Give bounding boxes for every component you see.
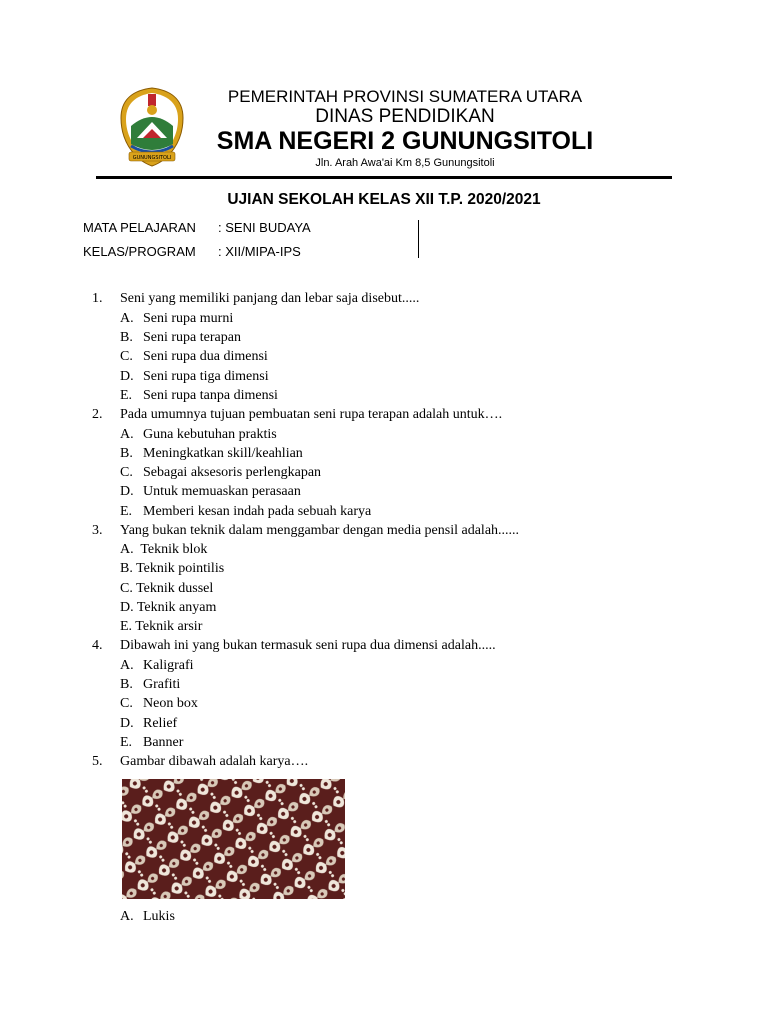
info-divider: [418, 220, 419, 258]
option-text: Seni rupa tiga dimensi: [143, 369, 269, 384]
question-text: Pada umumnya tujuan pembuatan seni rupa terapan adalah untuk….: [120, 407, 503, 422]
option-text: Memberi kesan indah pada sebuah karya: [143, 504, 372, 519]
question-number: 1.: [92, 291, 103, 306]
question-number: 2.: [92, 407, 103, 422]
info-value: : SENI BUDAYA: [218, 220, 311, 235]
option-text: Banner: [143, 735, 184, 750]
option-text: C. Teknik dussel: [120, 581, 214, 596]
option-letter: B.: [120, 446, 133, 461]
batik-image: [122, 779, 345, 899]
option-text: Seni rupa tanpa dimensi: [143, 388, 278, 403]
option-text: Lukis: [143, 909, 175, 924]
option-text: Meningkatkan skill/keahlian: [143, 446, 303, 461]
option-letter: B.: [120, 330, 133, 345]
option-letter: C.: [120, 465, 133, 480]
option-text: A. Teknik blok: [120, 542, 208, 557]
question-text: Yang bukan teknik dalam menggambar dengan media pensil adalah......: [120, 523, 520, 538]
option-letter: C.: [120, 349, 133, 364]
option-letter: E.: [120, 388, 133, 403]
option-text: Guna kebutuhan praktis: [143, 427, 277, 442]
option-letter: A.: [120, 427, 134, 442]
school-emblem-logo: [117, 86, 187, 168]
exam-title: UJIAN SEKOLAH KELAS XII T.P. 2020/2021: [227, 191, 541, 208]
question-number: 4.: [92, 638, 103, 653]
option-letter: D.: [120, 484, 134, 499]
svg-text:GUNUNGSITOLI: GUNUNGSITOLI: [132, 155, 172, 161]
option-letter: A.: [120, 909, 134, 924]
department-name: DINAS PENDIDIKAN: [315, 106, 495, 127]
option-text: E. Teknik arsir: [120, 619, 203, 634]
option-text: B. Teknik pointilis: [120, 561, 225, 576]
government-name: PEMERINTAH PROVINSI SUMATERA UTARA: [227, 87, 583, 106]
option-text: Untuk memuaskan perasaan: [143, 484, 301, 499]
info-label: MATA PELAJARAN: [83, 220, 196, 235]
option-letter: E.: [120, 504, 133, 519]
question-text: Dibawah ini yang bukan termasuk seni rupa dua dimensi adalah.....: [120, 638, 496, 653]
info-value: : XII/MIPA-IPS: [218, 244, 301, 259]
option-letter: E.: [120, 735, 133, 750]
option-text: Seni rupa terapan: [143, 330, 241, 345]
option-letter: B.: [120, 677, 133, 692]
option-letter: D.: [120, 369, 134, 384]
option-text: D. Teknik anyam: [120, 600, 217, 615]
school-name: SMA NEGERI 2 GUNUNGSITOLI: [216, 127, 594, 155]
info-label: KELAS/PROGRAM: [83, 244, 196, 259]
option-text: Sebagai aksesoris perlengkapan: [143, 465, 322, 480]
question-text: Seni yang memiliki panjang dan lebar saja disebut.....: [120, 291, 420, 306]
option-text: Relief: [143, 716, 178, 731]
option-text: Grafiti: [143, 677, 181, 692]
question-text: Gambar dibawah adalah karya….: [120, 754, 309, 769]
question-number: 3.: [92, 523, 103, 538]
option-letter: D.: [120, 716, 134, 731]
option-text: Neon box: [143, 696, 198, 711]
question-number: 5.: [92, 754, 103, 769]
option-letter: C.: [120, 696, 133, 711]
option-letter: A.: [120, 311, 134, 326]
header-divider: [96, 176, 672, 179]
option-letter: A.: [120, 658, 134, 673]
school-address: Jln. Arah Awa'ai Km 8,5 Gunungsitoli: [315, 157, 495, 169]
option-text: Seni rupa dua dimensi: [143, 349, 268, 364]
option-text: Kaligrafi: [143, 658, 194, 673]
option-text: Seni rupa murni: [143, 311, 234, 326]
